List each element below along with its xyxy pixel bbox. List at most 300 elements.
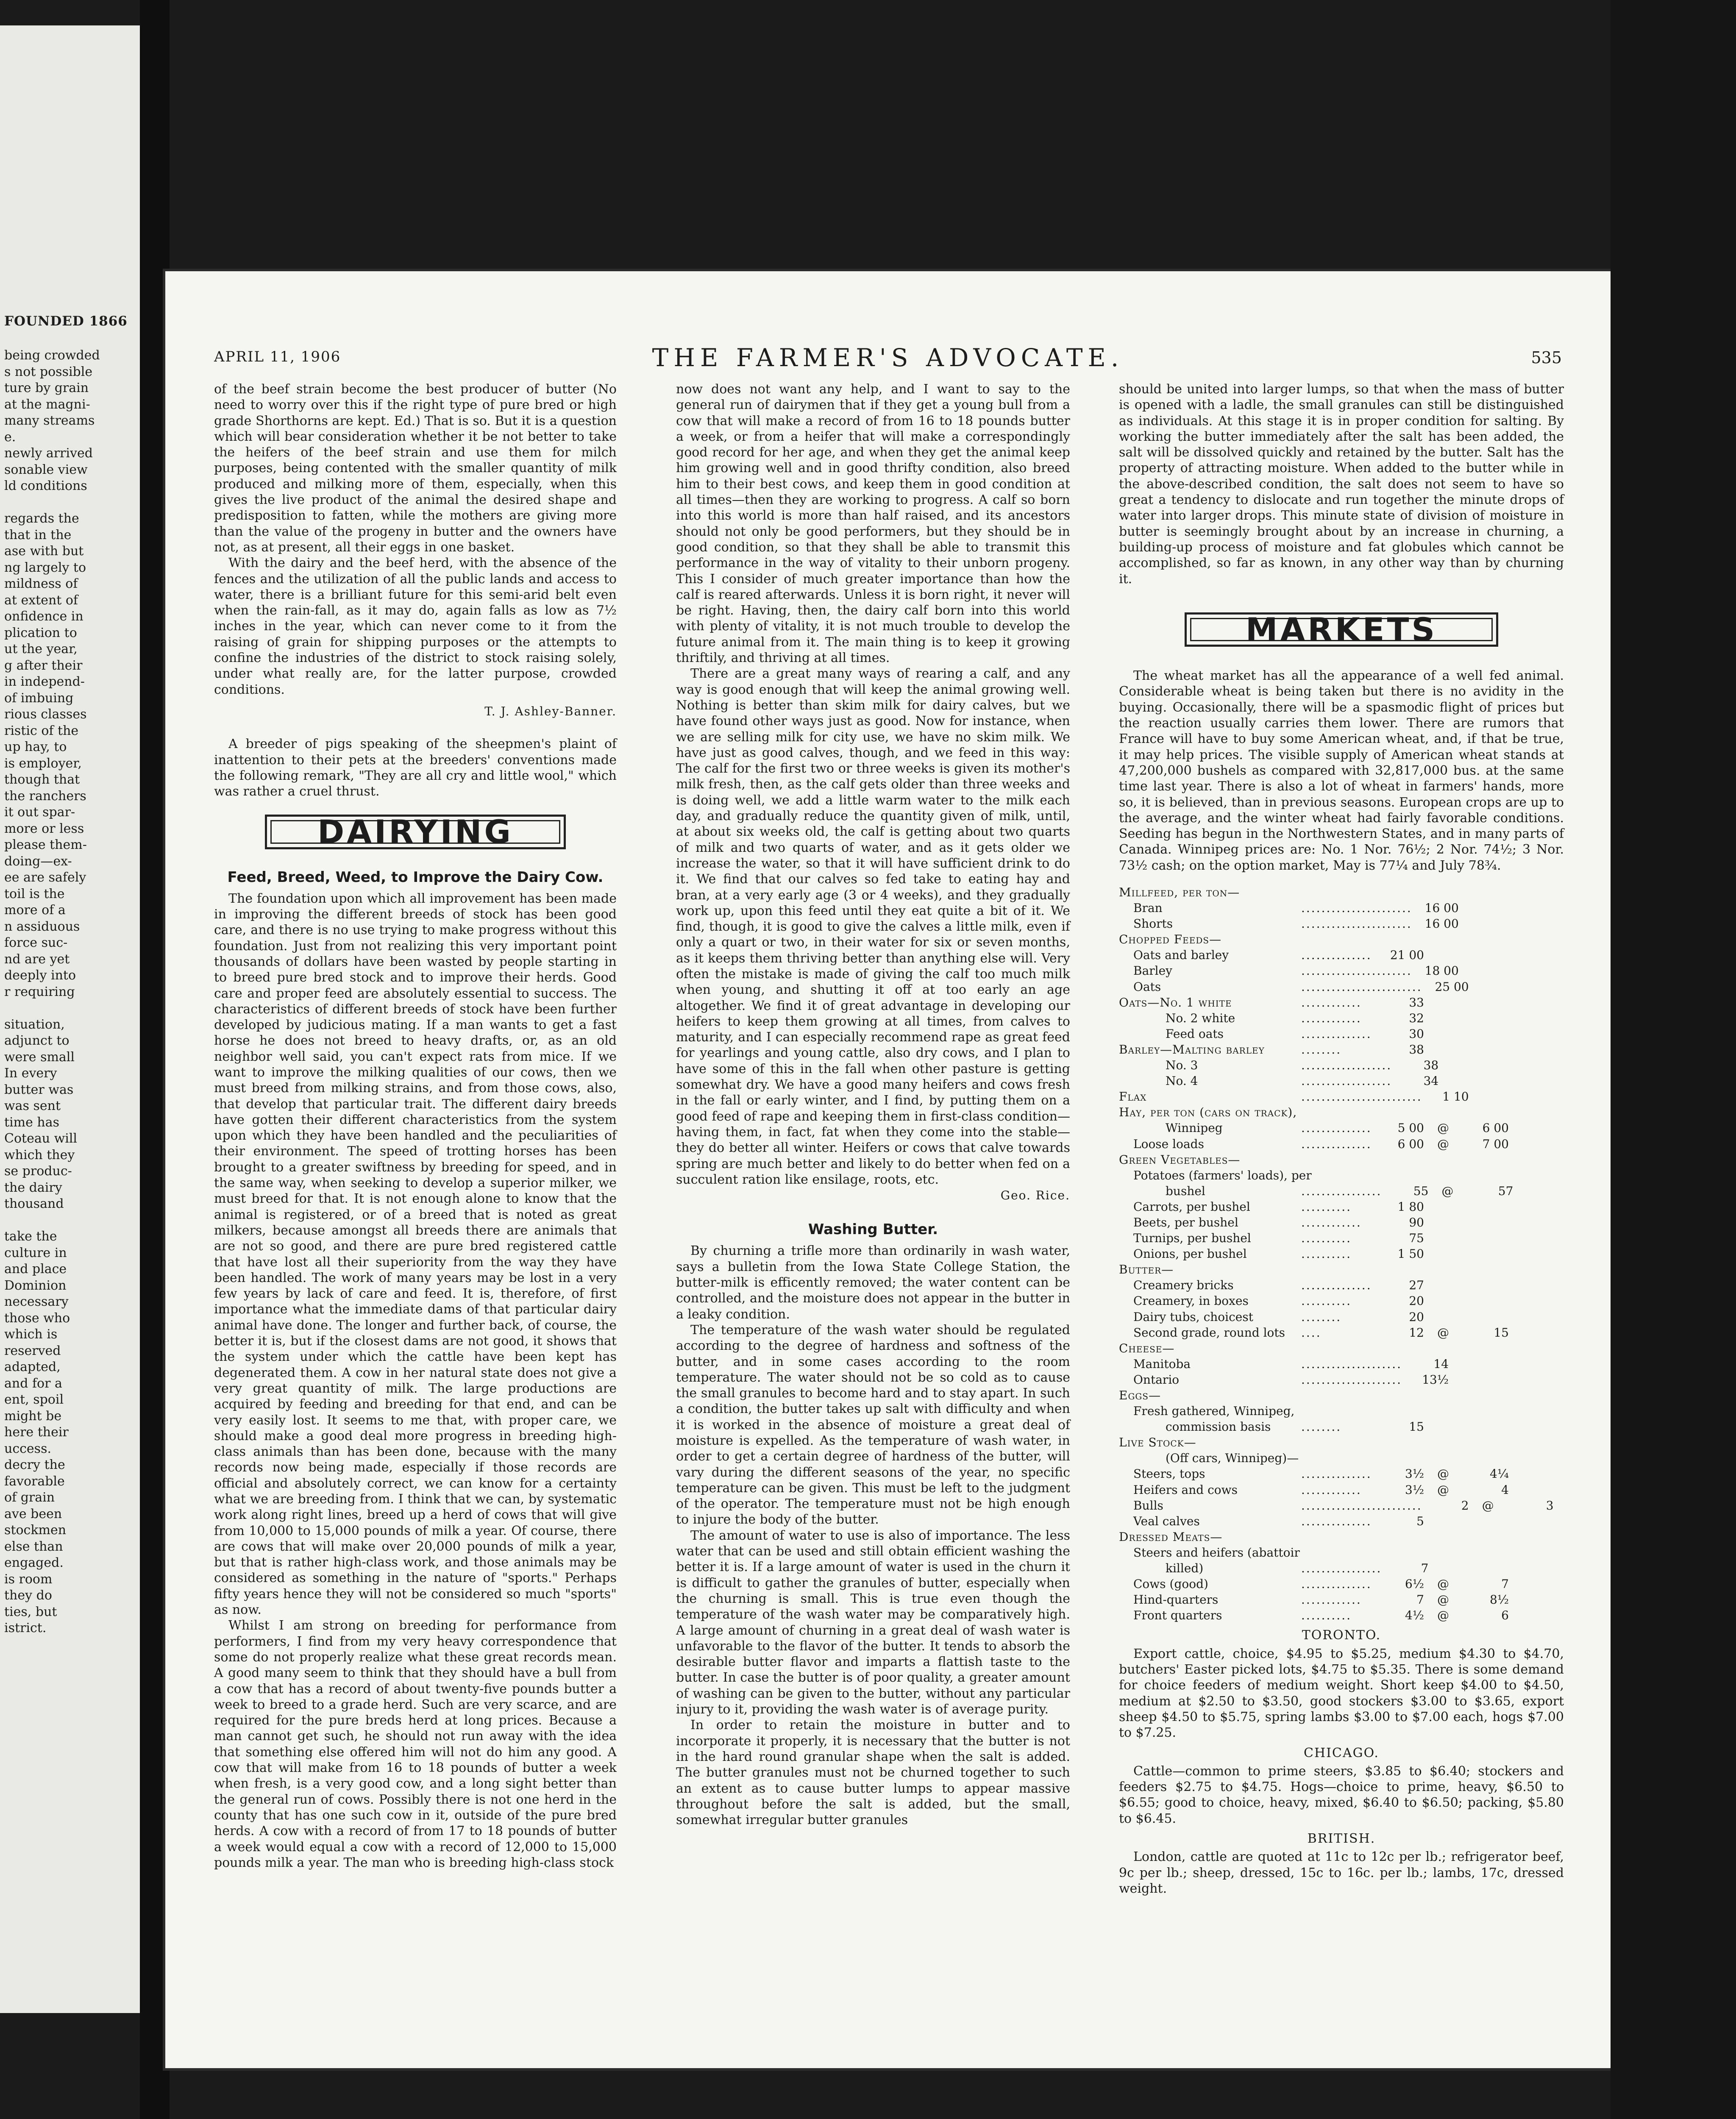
paragraph: of the beef strain become the best producer of butter (No need to worry over this if the right type of pure bred or high grade Shorthorns are kept. Ed.) That is so. But it is a question which will bear consideration whether it be not better to take the heifers of the beef strain and use them for milch purposes, being contented with the smaller quantity of milk produced and milking more of them, especially, when this gives the live product of the animal the desired shape and predisposition to fatten, while the mothers are giving more than the value of the progeny in butter and the owners have not, as at present, all their eggs in one basket. bbox=[214, 382, 617, 555]
price-at bbox=[1424, 1545, 1462, 1560]
price-row bbox=[1119, 1042, 1564, 1057]
price-at bbox=[1424, 1168, 1462, 1183]
price-high bbox=[1462, 1545, 1509, 1560]
price-label: Heifers and cows bbox=[1133, 1482, 1238, 1497]
price-high bbox=[1462, 1026, 1509, 1042]
price-label: Potatoes (farmers' loads), per bbox=[1133, 1168, 1312, 1182]
leader-dots bbox=[1301, 1435, 1377, 1450]
price-row bbox=[1119, 1104, 1564, 1120]
price-low: 13½ bbox=[1422, 1372, 1449, 1387]
price-low: 16 00 bbox=[1424, 917, 1459, 931]
price-at bbox=[1438, 1057, 1477, 1073]
price-low: 34 bbox=[1423, 1074, 1439, 1088]
price-at bbox=[1424, 884, 1462, 900]
markets-paragraph: The wheat market has all the appearance of a well fed animal. Considerable wheat is being taken but there is no avidity in the buying. Occasionally, there will be a spasmodic flight of prices but the reaction usually carries them lower. There are rumors that France will have to buy some American wheat, and, if that be true, it may help prices. The visible supply of American wheat stands at 47,200,000 bushels as compared with 32,817,000 bus. at the same time last year. There is also a lot of wheat in farmers' hands, more so, it is believed, than in previous seasons. European crops are up to the average, and the winter wheat had fairly favorable conditions. Seeding has begun in the Northwestern States, and in many parts of Canada. Winnipeg prices are: No. 1 Nor. 76½; 2 Nor. 74½; 3 Nor. 73½ cash; on the option market, May is 77¼ and July 78¾. bbox=[1119, 668, 1564, 873]
leader-dots: ............ bbox=[1301, 1011, 1362, 1025]
left-fragment-line: adapted, bbox=[4, 1360, 61, 1374]
price-label: Second grade, round lots bbox=[1133, 1325, 1285, 1340]
price-label: Bulls bbox=[1133, 1498, 1163, 1513]
paragraph: With the dairy and the beef herd, with the absence of the fences and the utilization of all the public lands and access to water, there is a brilliant future for this semi-arid belt even when the rain-fall, as it may do, again falls as low as 7½ inches in the year, which can never come to it from the raising of grain for shipping purposes or the attempts to confine the industries of the district to stock raising solely, under what really are, for the latter purpose, crowded conditions. bbox=[214, 556, 617, 697]
paragraph: By churning a trifle more than ordinarily in wash water, says a bulletin from the Iowa State College Station, the butter-milk is efficently removed; the water content can be controlled, and the moisture does not appear in the butter in a leaky condition. bbox=[676, 1243, 1070, 1322]
price-high: 6 bbox=[1501, 1608, 1509, 1623]
leader-dots: .................... bbox=[1301, 1372, 1402, 1387]
left-fragment-line: rious classes bbox=[4, 707, 87, 722]
price-label: Manitoba bbox=[1133, 1357, 1191, 1371]
price-label: Dressed Meats— bbox=[1119, 1529, 1223, 1544]
price-high: 15 bbox=[1494, 1325, 1509, 1340]
price-row bbox=[1119, 1419, 1564, 1435]
price-at bbox=[1438, 1073, 1477, 1089]
left-fragment-line: ties, but bbox=[4, 1604, 57, 1619]
leader-dots: ............ bbox=[1301, 1482, 1362, 1497]
price-low: 5 bbox=[1416, 1514, 1424, 1528]
left-fragment-line: butter was bbox=[4, 1082, 74, 1097]
price-label: Live Stock— bbox=[1119, 1435, 1196, 1450]
leader-dots: ................ bbox=[1301, 1561, 1382, 1576]
left-fragment-line: ture by grain bbox=[4, 381, 89, 395]
price-high bbox=[1462, 1199, 1509, 1215]
price-at bbox=[1424, 1277, 1462, 1293]
left-fragment-line: more of a bbox=[4, 903, 66, 918]
price-label: Eggs— bbox=[1119, 1388, 1161, 1403]
price-label: commission basis bbox=[1166, 1420, 1271, 1434]
left-fragment-line: being crowded bbox=[4, 348, 100, 363]
price-low: 15 bbox=[1409, 1420, 1424, 1434]
price-high bbox=[1507, 1089, 1554, 1104]
newspaper-page bbox=[165, 271, 1611, 2068]
left-fragment-line: more or less bbox=[4, 821, 84, 836]
left-fragment-line: at the magni- bbox=[4, 397, 90, 412]
price-label: No. 4 bbox=[1166, 1074, 1198, 1088]
leader-dots bbox=[1301, 1388, 1377, 1403]
left-fragment-line: situation, bbox=[4, 1017, 65, 1032]
price-row bbox=[1119, 1482, 1564, 1498]
left-fragment-line: of grain bbox=[4, 1490, 55, 1505]
price-label: Ontario bbox=[1133, 1372, 1180, 1387]
price-low bbox=[1377, 1545, 1424, 1560]
price-high bbox=[1462, 932, 1509, 947]
price-low: 1 80 bbox=[1397, 1199, 1424, 1214]
left-fragment-line: that in the bbox=[4, 527, 72, 542]
left-fragment-line: time has bbox=[4, 1115, 59, 1130]
leader-dots bbox=[1301, 1168, 1377, 1183]
price-row bbox=[1119, 947, 1564, 963]
price-low: 33 bbox=[1409, 995, 1424, 1009]
paragraph: The foundation upon which all improvement has been made in improving the different breeds of stock has been good care, and there is no use trying to make progress without this foundation. Just from not realizing this very important point thousands of dollars have been wasted by people starting in to breed pure bred stock and to improve their herds. Good care and proper feed are absolutely essential to success. The characteristics of different breeds of stock have been further developed by judicious mating. If a man wants to get a fast horse he does not breed to heavy drafts, or, as an old neighbor well said, you can't expect rats from mice. If we want to improve the milking qualities of our cows, then we must breed from milking strains, and from those cows, also, that develop that particular trait. The different dairy breeds have gotten their different characteristics from the system upon which they have been handled and the peculiarities of their environment. The speed of trotting horses has been brought to a greater swiftness by breeding for speed, and in the same way, when seeking to develop a superior milker, we must breed for that. It is not enough alone to know that the animal is registered, or of a breed that is noted as great milkers, because amongst all breeds there are animals that are not so good, and there are pure bred registered cattle that have lost all their superiority from the way they have been handled. The work of many years may be lost in a very few years by lack of care and feed. It is, therefore, of first importance what the immediate dams of that particular dairy animal have done. The longer and further back, of course, the better it is, but if the closest dams are not good, it shows that the system under which the cattle have been kept has degenerated them. A cow in her natural state does not give a very great quantity of milk. The large productions are acquired by feeding and breeding for that end, and can be very easily lost. It seems to me that, with proper care, we should make a good deal more progress in breeding high-class animals than has been done, because with the many records now being made, especially if those records are official and absolutely correct, we can know for a certainty what we are breeding from. I think that we can, by systematic work along right lines, breed up a herd of cows that will give from 10,000 to 15,000 pounds of milk a year. Of course, there are cows that will make over 20,000 pounds of milk a year, but that is rather high-class work, and those animals may be considered as something in the nature of "sports." Perhaps fifty years hence they will not be considered so much "sports" as now. bbox=[214, 891, 617, 1618]
price-row bbox=[1119, 1168, 1564, 1183]
price-high bbox=[1462, 1246, 1509, 1262]
price-high bbox=[1487, 1356, 1533, 1372]
price-high bbox=[1462, 1168, 1509, 1183]
price-high bbox=[1487, 1372, 1533, 1388]
price-row bbox=[1119, 932, 1564, 947]
price-row bbox=[1119, 1560, 1564, 1576]
left-fragment-line: those who bbox=[4, 1310, 70, 1326]
price-high bbox=[1497, 916, 1544, 932]
leader-dots bbox=[1301, 1403, 1377, 1419]
paragraph: The temperature of the wash water should be regulated according to the degree of hardness and softness of the butter, and in some cases according to the room temperature. The water should not be so cold as to cause the small granules to become hard and to stay apart. In such a condition, the butter takes up salt with difficulty and when it is worked in the absence of moisture a great deal of moisture is expelled. As the temperature of wash water, in order to get a certain degree of hardness of the butter, will vary during the different seasons of the year, no specific temperature can be given. This must be left to the judgment of the operator. The temperature must not be high enough to injure the body of the butter. bbox=[676, 1322, 1070, 1527]
left-fragment-line: sonable view bbox=[4, 462, 88, 477]
price-row bbox=[1119, 1325, 1564, 1340]
price-high bbox=[1462, 1293, 1509, 1309]
left-fragment-line: is employer, bbox=[4, 756, 82, 771]
column-3 bbox=[1119, 381, 1564, 1897]
left-fragment-line: which they bbox=[4, 1147, 75, 1162]
price-at bbox=[1424, 1010, 1462, 1026]
paragraph: In order to retain the moisture in butter and to incorporate it properly, it is necessary that the butter is not in the hard round granular shape when the salt is added. The butter granules must not be churned together to such an extent as to cause butter lumps to appear massive throughout before the salt is added, but the small, somewhat irregular butter granules bbox=[676, 1718, 1070, 1828]
price-high bbox=[1462, 1340, 1509, 1356]
price-at bbox=[1459, 900, 1497, 916]
left-fragment-line: newly arrived bbox=[4, 446, 93, 461]
price-label: Shorts bbox=[1133, 917, 1173, 931]
price-high bbox=[1462, 1277, 1509, 1293]
masthead-title: THE FARMER'S ADVOCATE. bbox=[652, 343, 1124, 372]
price-at bbox=[1424, 1104, 1462, 1120]
price-row bbox=[1119, 963, 1564, 979]
price-at: @ bbox=[1437, 1577, 1449, 1591]
leader-dots: ................ bbox=[1301, 1184, 1382, 1198]
price-at bbox=[1424, 995, 1462, 1010]
left-fragment-line: it out spar- bbox=[4, 805, 75, 820]
price-high bbox=[1462, 1435, 1509, 1450]
price-high: 3 bbox=[1546, 1498, 1554, 1513]
price-at bbox=[1424, 1199, 1462, 1215]
left-fragment-line: the ranchers bbox=[4, 788, 86, 804]
price-label: Steers, tops bbox=[1133, 1467, 1205, 1481]
leader-dots: .............. bbox=[1301, 1514, 1372, 1528]
price-label: bushel bbox=[1166, 1184, 1205, 1198]
signature: Geo. Rice. bbox=[1000, 1188, 1070, 1203]
leader-dots: .............. bbox=[1301, 1467, 1372, 1481]
price-row bbox=[1119, 1010, 1564, 1026]
price-high bbox=[1462, 1104, 1509, 1120]
left-fragment-line: were small bbox=[4, 1049, 75, 1065]
left-fragment-line: ut the year, bbox=[4, 642, 78, 656]
column-1 bbox=[214, 381, 617, 1871]
market-heading-chicago: CHICAGO. bbox=[1304, 1745, 1379, 1760]
price-high bbox=[1462, 1450, 1509, 1466]
left-fragment-line: Dominion bbox=[4, 1278, 67, 1293]
price-at bbox=[1424, 1230, 1462, 1246]
leader-dots bbox=[1301, 932, 1377, 947]
leader-dots: .............. bbox=[1301, 1577, 1372, 1591]
left-fragment-line: take the bbox=[4, 1229, 57, 1244]
left-fragment-line: deeply into bbox=[4, 968, 76, 983]
price-high: 4 bbox=[1501, 1482, 1509, 1497]
price-label: Winnipeg bbox=[1166, 1121, 1223, 1135]
leader-dots: ...................... bbox=[1301, 964, 1412, 978]
left-fragment-line: ase with but bbox=[4, 544, 84, 559]
price-low bbox=[1377, 1168, 1424, 1183]
left-page-text bbox=[4, 348, 140, 1637]
price-label: Fresh gathered, Winnipeg, bbox=[1133, 1404, 1295, 1418]
price-label: Chopped Feeds— bbox=[1119, 932, 1222, 947]
price-high bbox=[1497, 900, 1544, 916]
left-fragment-line: in independ- bbox=[4, 674, 85, 689]
price-label: Bran bbox=[1133, 901, 1163, 915]
leader-dots: .... bbox=[1301, 1325, 1321, 1340]
left-fragment-line: though that bbox=[4, 772, 80, 787]
left-fragment-line: thousand bbox=[4, 1196, 64, 1211]
price-low bbox=[1377, 1262, 1424, 1277]
price-high bbox=[1462, 1230, 1509, 1246]
price-label: Flax bbox=[1119, 1090, 1147, 1104]
left-fragment-line: ristic of the bbox=[4, 723, 79, 738]
price-label: No. 3 bbox=[1166, 1058, 1198, 1073]
price-high bbox=[1466, 1560, 1513, 1576]
left-fragment-line: ld conditions bbox=[4, 478, 87, 493]
price-label: Creamery bricks bbox=[1133, 1278, 1234, 1293]
price-row bbox=[1119, 995, 1564, 1010]
price-at: @ bbox=[1437, 1467, 1449, 1481]
left-fragment-line: necessary bbox=[4, 1294, 69, 1309]
price-label: Front quarters bbox=[1133, 1608, 1222, 1623]
price-row bbox=[1119, 1136, 1564, 1152]
leader-dots: .......... bbox=[1301, 1231, 1352, 1246]
left-fragment-line: ave been bbox=[4, 1506, 62, 1521]
dairying-banner bbox=[265, 815, 566, 849]
leader-dots: .......... bbox=[1301, 1247, 1352, 1261]
leader-dots: ........ bbox=[1301, 1042, 1342, 1057]
price-at bbox=[1424, 1262, 1462, 1277]
price-at bbox=[1424, 1246, 1462, 1262]
left-fragment-line: please them- bbox=[4, 837, 87, 852]
price-low: 38 bbox=[1423, 1058, 1439, 1073]
price-row bbox=[1119, 1607, 1564, 1623]
section-title: MARKETS bbox=[1190, 618, 1493, 641]
issue-date: APRIL 11, 1906 bbox=[214, 348, 341, 365]
price-label: killed) bbox=[1166, 1561, 1204, 1576]
price-table bbox=[1119, 884, 1564, 1623]
leader-dots: ............ bbox=[1301, 995, 1362, 1009]
left-fragment-line bbox=[4, 1000, 140, 1017]
price-low: 7 bbox=[1421, 1561, 1429, 1576]
left-fragment-line: up hay, to bbox=[4, 740, 67, 754]
price-label: Steers and heifers (abattoir bbox=[1133, 1545, 1300, 1560]
leader-dots: ........ bbox=[1301, 1310, 1342, 1324]
leader-dots bbox=[1301, 1340, 1377, 1356]
article-headline: Washing Butter. bbox=[808, 1221, 938, 1238]
left-fragment-line: ng largely to bbox=[4, 560, 86, 575]
price-low bbox=[1377, 1529, 1424, 1545]
price-row bbox=[1119, 916, 1564, 932]
breeder-paragraph: A breeder of pigs speaking of the sheepmen's plaint of inattention to their pets at the breeders' conventions made the following remark, "They are all cry and little wool," which was rather a cruel thrust. bbox=[214, 737, 617, 799]
price-at: @ bbox=[1437, 1325, 1449, 1340]
price-at bbox=[1424, 1042, 1462, 1057]
price-low bbox=[1377, 1388, 1424, 1403]
left-page-fragment bbox=[0, 25, 143, 2013]
price-row bbox=[1119, 1246, 1564, 1262]
price-low: 6 00 bbox=[1397, 1137, 1424, 1151]
left-fragment-line: nd are yet bbox=[4, 951, 70, 967]
price-row bbox=[1119, 1026, 1564, 1042]
market-heading-british: BRITISH. bbox=[1307, 1831, 1376, 1846]
leader-dots: ........ bbox=[1301, 1420, 1342, 1434]
price-label: Carrots, per bushel bbox=[1133, 1199, 1250, 1214]
price-row bbox=[1119, 1592, 1564, 1607]
price-high bbox=[1462, 947, 1509, 963]
price-at bbox=[1424, 1450, 1462, 1466]
price-low: 6½ bbox=[1405, 1577, 1424, 1591]
left-fragment-line: adjunct to bbox=[4, 1033, 70, 1048]
left-fragment-line: decry the bbox=[4, 1457, 65, 1472]
price-row bbox=[1119, 1340, 1564, 1356]
price-at bbox=[1424, 1309, 1462, 1325]
leader-dots: .................. bbox=[1301, 1058, 1392, 1073]
price-high bbox=[1462, 1388, 1509, 1403]
left-fragment-line: e. bbox=[4, 429, 16, 445]
price-low: 16 00 bbox=[1424, 901, 1459, 915]
paragraph: The amount of water to use is also of importance. The less water that can be used and still obtain efficient washing the better it is. If a large amount of water is used in the churn it is difficult to gather the granules of butter, especially when the churning is small. This is true even though the temperature of the wash water may be comparatively high. A large amount of churning in a great deal of wash water is unfavorable to the flavor of the butter. It tends to absorb the desirable butter flavor and imparts a flattish taste to the butter. In case the butter is of poor quality, a greater amount of washing can be given to the butter, without any particular injury to it, providing the wash water is of average purity. bbox=[676, 1528, 1070, 1717]
price-at: @ bbox=[1437, 1608, 1449, 1623]
paragraph: Whilst I am strong on breeding for performance from performers, I find from my very heavy correspondence that some do not properly realize what these great records mean. A good many seem to think that they should have a bull from a cow that has a record of about twenty-five pounds butter a week to breed to a grade herd. Such are very scarce, and are required for the pure breds herd at long prices. Because a man cannot get such, he should not run away with the idea that something else offered him will not do him any good. A cow that will make from 16 to 18 pounds of butter a week when fresh, is a very good cow, and a long sight better than the general run of cows. Possibly there is not one herd in the county that has one such cow in it, outside of the pure bred herds. A cow with a record of from 17 to 18 pounds of butter a week would equal a cow with a record of 12,000 to 15,000 pounds milk a year. The man who is breeding high-class stock bbox=[214, 1618, 617, 1870]
left-fragment-line: might be bbox=[4, 1408, 62, 1424]
price-row bbox=[1119, 1183, 1564, 1199]
price-at bbox=[1424, 1435, 1462, 1450]
price-at bbox=[1424, 1026, 1462, 1042]
price-label: Butter— bbox=[1119, 1263, 1174, 1277]
price-label: Veal calves bbox=[1133, 1514, 1200, 1528]
price-row bbox=[1119, 1073, 1564, 1089]
price-high: 4¼ bbox=[1490, 1467, 1509, 1481]
left-fragment-line: In every bbox=[4, 1066, 57, 1081]
price-low: 75 bbox=[1409, 1231, 1424, 1246]
price-high bbox=[1462, 1419, 1509, 1435]
background-edge bbox=[1611, 0, 1736, 2119]
price-label: Hind-quarters bbox=[1133, 1593, 1219, 1607]
price-low: 4½ bbox=[1405, 1608, 1424, 1623]
left-fragment-line: ent, spoil bbox=[4, 1392, 64, 1407]
left-fragment-line: and place bbox=[4, 1262, 67, 1276]
price-low: 30 bbox=[1409, 1026, 1424, 1041]
left-fragment-line: reserved bbox=[4, 1343, 61, 1358]
price-row bbox=[1119, 1309, 1564, 1325]
price-at: @ bbox=[1437, 1137, 1449, 1151]
price-at bbox=[1424, 1419, 1462, 1435]
price-high bbox=[1462, 1262, 1509, 1277]
price-at: @ bbox=[1437, 1593, 1449, 1607]
price-label: Beets, per bushel bbox=[1133, 1215, 1238, 1229]
price-low: 20 bbox=[1409, 1294, 1424, 1308]
leader-dots: ...................... bbox=[1301, 901, 1412, 915]
price-row bbox=[1119, 884, 1564, 900]
price-at bbox=[1424, 1388, 1462, 1403]
left-fragment-line: many streams bbox=[4, 413, 95, 428]
running-head bbox=[214, 343, 1562, 373]
paragraph: now does not want any help, and I want to say to the general run of dairymen that if they get a young bull from a cow that will make a record of from 16 to 18 pounds butter a week, or from a heifer that will make a correspondingly good record for her age, and when they get the animal keep him growing well and in good thrifty condition, also breed him to their best cows, and keep them in good condition at all times—then they are working to progress. A calf so born into this world is more than half raised, and its ancestors should not only be good performers, but they should be in good condition, so that they shall be able to transmit this performance in the way of vitality to their unborn progeny. This I consider of much greater importance than how the calf is reared afterwards. Unless it is born right, it never will be right. Having, then, the dairy calf born into this world with plenty of vitality, it is not much trouble to develop the future animal from it. The main thing is to keep it growing thriftily, and thriving at all times. bbox=[676, 382, 1070, 666]
price-row bbox=[1119, 1215, 1564, 1230]
left-fragment-line: which is bbox=[4, 1327, 58, 1342]
leader-dots: .............. bbox=[1301, 1278, 1372, 1293]
price-row bbox=[1119, 1356, 1564, 1372]
leader-dots: .................. bbox=[1301, 1074, 1392, 1088]
price-low: 21 00 bbox=[1390, 948, 1424, 962]
leader-dots bbox=[1301, 1152, 1377, 1168]
left-fragment-line: g after their bbox=[4, 658, 83, 673]
left-fragment-line: mildness of bbox=[4, 576, 78, 591]
price-row bbox=[1119, 1529, 1564, 1545]
price-low: 20 bbox=[1409, 1310, 1424, 1324]
leader-dots: .................... bbox=[1301, 1357, 1402, 1371]
price-low: 7 bbox=[1416, 1593, 1424, 1607]
section-title: DAIRYING bbox=[270, 820, 560, 843]
price-low: 18 00 bbox=[1424, 964, 1459, 978]
left-fragment-line: se produc- bbox=[4, 1164, 72, 1179]
price-at bbox=[1424, 1293, 1462, 1309]
price-low bbox=[1377, 1403, 1424, 1419]
left-fragment-line: ee are safely bbox=[4, 870, 86, 885]
price-high bbox=[1462, 1403, 1509, 1419]
left-fragment-line: culture in bbox=[4, 1245, 67, 1260]
left-fragment-line: and for a bbox=[4, 1376, 62, 1391]
price-row bbox=[1119, 1089, 1564, 1104]
price-at bbox=[1449, 1356, 1487, 1372]
left-fragment-line: regards the bbox=[4, 511, 79, 526]
price-label: Millfeed, per ton— bbox=[1119, 885, 1240, 900]
left-fragment-line: toil is the bbox=[4, 886, 65, 901]
left-fragment-line: n assiduous bbox=[4, 919, 80, 934]
leader-dots: .......... bbox=[1301, 1608, 1352, 1623]
price-low bbox=[1377, 1340, 1424, 1356]
price-row bbox=[1119, 1403, 1564, 1419]
price-high bbox=[1462, 1152, 1509, 1168]
price-label: Feed oats bbox=[1166, 1026, 1224, 1041]
price-label: No. 2 white bbox=[1166, 1011, 1235, 1025]
article-headline: Feed, Breed, Weed, to Improve the Dairy Cow. bbox=[227, 868, 604, 886]
price-high bbox=[1477, 1073, 1523, 1089]
price-high bbox=[1462, 995, 1509, 1010]
chicago-prices: Cattle—common to prime steers, $3.85 to $6.40; stockers and feeders $2.75 to $4.75. Hogs—choice to prime, heavy, $6.50 to $6.55; good to choice, heavy, mixed, $6.40 to $6.50; packing, $5.80 to $6.45. bbox=[1119, 1763, 1564, 1826]
price-row bbox=[1119, 1576, 1564, 1592]
price-at: @ bbox=[1437, 1482, 1449, 1497]
leader-dots: ............ bbox=[1301, 1593, 1362, 1607]
price-row bbox=[1119, 1513, 1564, 1529]
price-label: Cheese— bbox=[1119, 1341, 1175, 1355]
price-low bbox=[1377, 884, 1424, 900]
price-at: @ bbox=[1441, 1184, 1454, 1198]
toronto-prices: Export cattle, choice, $4.95 to $5.25, medium $4.30 to $4.70, butchers' Easter picked lots, $4.75 to $5.35. There is some demand for choice feeders of medium weight. Short keep $4.00 to $4.50, medium at $2.50 to $3.50, good stockers $3.00 to $3.65, export sheep $4.50 to $5.75, spring lambs $3.00 to $7.00 each, hogs $7.00 to $7.25. bbox=[1119, 1646, 1564, 1741]
price-at bbox=[1424, 1529, 1462, 1545]
markets-banner bbox=[1185, 612, 1498, 647]
price-row bbox=[1119, 1388, 1564, 1403]
price-at bbox=[1424, 1215, 1462, 1230]
price-label: Oats and barley bbox=[1133, 948, 1229, 962]
leader-dots: ............ bbox=[1301, 1215, 1362, 1229]
leader-dots bbox=[1301, 884, 1377, 900]
price-low bbox=[1377, 1450, 1424, 1466]
british-prices: London, cattle are quoted at 11c to 12c per lb.; refrigerator beef, 9c per lb.; sheep, dressed, 15c to 16c. per lb.; lambs, 17c, dressed weight. bbox=[1119, 1849, 1564, 1896]
left-fragment-line: istrict. bbox=[4, 1621, 47, 1635]
price-high: 8½ bbox=[1490, 1593, 1509, 1607]
price-row bbox=[1119, 1435, 1564, 1450]
price-high bbox=[1462, 884, 1509, 900]
price-low: 2 bbox=[1461, 1498, 1469, 1513]
price-high: 7 00 bbox=[1482, 1137, 1509, 1151]
left-fragment-line: was sent bbox=[4, 1098, 61, 1113]
left-fragment-line: they do bbox=[4, 1588, 52, 1603]
paragraph: should be united into larger lumps, so that when the mass of butter is opened with a ladle, the small granules can still be distinguished as individuals. At this stage it is in proper condition for salting. By working the butter immediately after the salt has been added, the salt will be dissolved quickly and retained by the butter. Salt has the property of attracting moisture. When added to the butter while in the above-described condition, the salt does not seem to have so great a tendency to dislocate and run together the minute drops of water into larger drops. This minute state of division of moisture in butter is seemingly brought about by an increase in churning, a building-up process of moisture and fat globules which cannot be accomplished, so far as known, in any other way than by churning it. bbox=[1119, 382, 1564, 587]
price-low bbox=[1377, 1104, 1424, 1120]
price-label: Barley—Malting barley bbox=[1119, 1042, 1265, 1057]
price-row bbox=[1119, 1545, 1564, 1560]
left-fragment-line: Coteau will bbox=[4, 1131, 78, 1146]
price-high: 57 bbox=[1498, 1184, 1513, 1198]
price-high bbox=[1462, 1042, 1509, 1057]
price-high: 7 bbox=[1501, 1577, 1509, 1591]
price-low: 1 50 bbox=[1397, 1247, 1424, 1261]
leader-dots bbox=[1301, 1529, 1377, 1545]
price-low bbox=[1377, 932, 1424, 947]
